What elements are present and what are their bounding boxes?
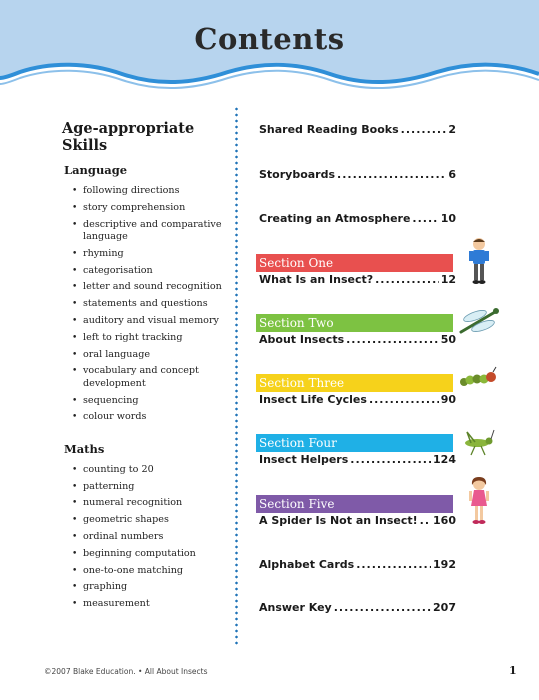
toc-label: Insect Helpers [259,453,349,466]
toc-page: 50 [440,333,456,346]
toc-entry-alphabet[interactable] [259,558,456,571]
section-three-band: Section Three [256,374,453,392]
list-item: • geometric shapes [72,514,232,526]
toc-entry-shared-reading[interactable] [259,123,456,136]
section-two-band: Section Two [256,314,453,332]
list-item: • rhyming [72,248,232,260]
list-item: • one-to-one matching [72,565,232,577]
list-item: • measurement [72,598,232,610]
list-item: • left to right tracking [72,332,232,344]
list-item: • sequencing [72,395,232,407]
copyright-text: ©2007 Blake Education. • All About Insects [44,667,208,676]
list-item: • numeral recognition [72,497,232,509]
toc-page: 192 [433,558,456,571]
dotted-divider [235,106,238,646]
toc-label: Storyboards [259,168,336,181]
toc-label: Answer Key [259,601,332,614]
list-item: • graphing [72,581,232,593]
dragonfly-icon [455,306,503,336]
skills-column [62,120,232,625]
list-item: • descriptive and comparative language [72,219,232,244]
toc-entry-atmosphere[interactable] [259,212,456,225]
list-item: • colour words [72,411,232,423]
toc-label: Shared Reading Books [259,123,399,136]
toc-page: 160 [433,514,456,527]
toc-entry-section-three[interactable] [259,393,456,406]
language-list [62,185,232,424]
list-item: • patterning [72,481,232,493]
skills-heading: Age-appropriate Skills [62,120,195,154]
toc-label: A Spider Is Not an Insect! [259,514,418,527]
girl-icon [467,476,491,528]
list-item: • oral language [72,349,232,361]
list-item: • beginning computation [72,548,232,560]
list-item: • story comprehension [72,202,232,214]
section-one-band: Section One [256,254,453,272]
toc-entry-section-four[interactable] [259,453,456,466]
section-four-band: Section Four [256,434,453,452]
toc-entry-section-two[interactable] [259,333,456,346]
page-number: 1 [509,664,517,677]
toc-label: Creating an Atmosphere [259,212,411,225]
toc-label: What Is an Insect? [259,273,374,286]
toc-entry-section-five[interactable] [259,514,456,527]
boy-icon [467,236,491,288]
page-title: Contents [194,22,345,56]
toc-page: 2 [448,123,456,136]
list-item: • ordinal numbers [72,531,232,543]
language-heading: Language [64,163,128,177]
page-header [0,0,539,100]
caterpillar-icon [459,366,499,390]
list-item: • letter and sound recognition [72,281,232,293]
toc-label: Insect Life Cycles [259,393,367,406]
grasshopper-icon [461,428,495,458]
toc-page: 207 [433,601,456,614]
list-item: • vocabulary and concept development [72,365,232,390]
list-item: • following directions [72,185,232,197]
section-five-band: Section Five [256,495,453,513]
list-item: • categorisation [72,265,232,277]
toc-page: 10 [440,212,456,225]
toc-entry-storyboards[interactable] [259,168,456,181]
toc-label: About Insects [259,333,345,346]
list-item: • statements and questions [72,298,232,310]
maths-list [62,464,232,611]
toc-entry-section-one[interactable] [259,273,456,286]
toc-page: 124 [433,453,456,466]
list-item: • auditory and visual memory [72,315,232,327]
toc-page: 90 [440,393,456,406]
toc-page: 12 [440,273,456,286]
toc-entry-answer-key[interactable] [259,601,456,614]
toc-page: 6 [448,168,456,181]
toc-label: Alphabet Cards [259,558,355,571]
list-item: • counting to 20 [72,464,232,476]
maths-heading: Maths [64,441,105,456]
